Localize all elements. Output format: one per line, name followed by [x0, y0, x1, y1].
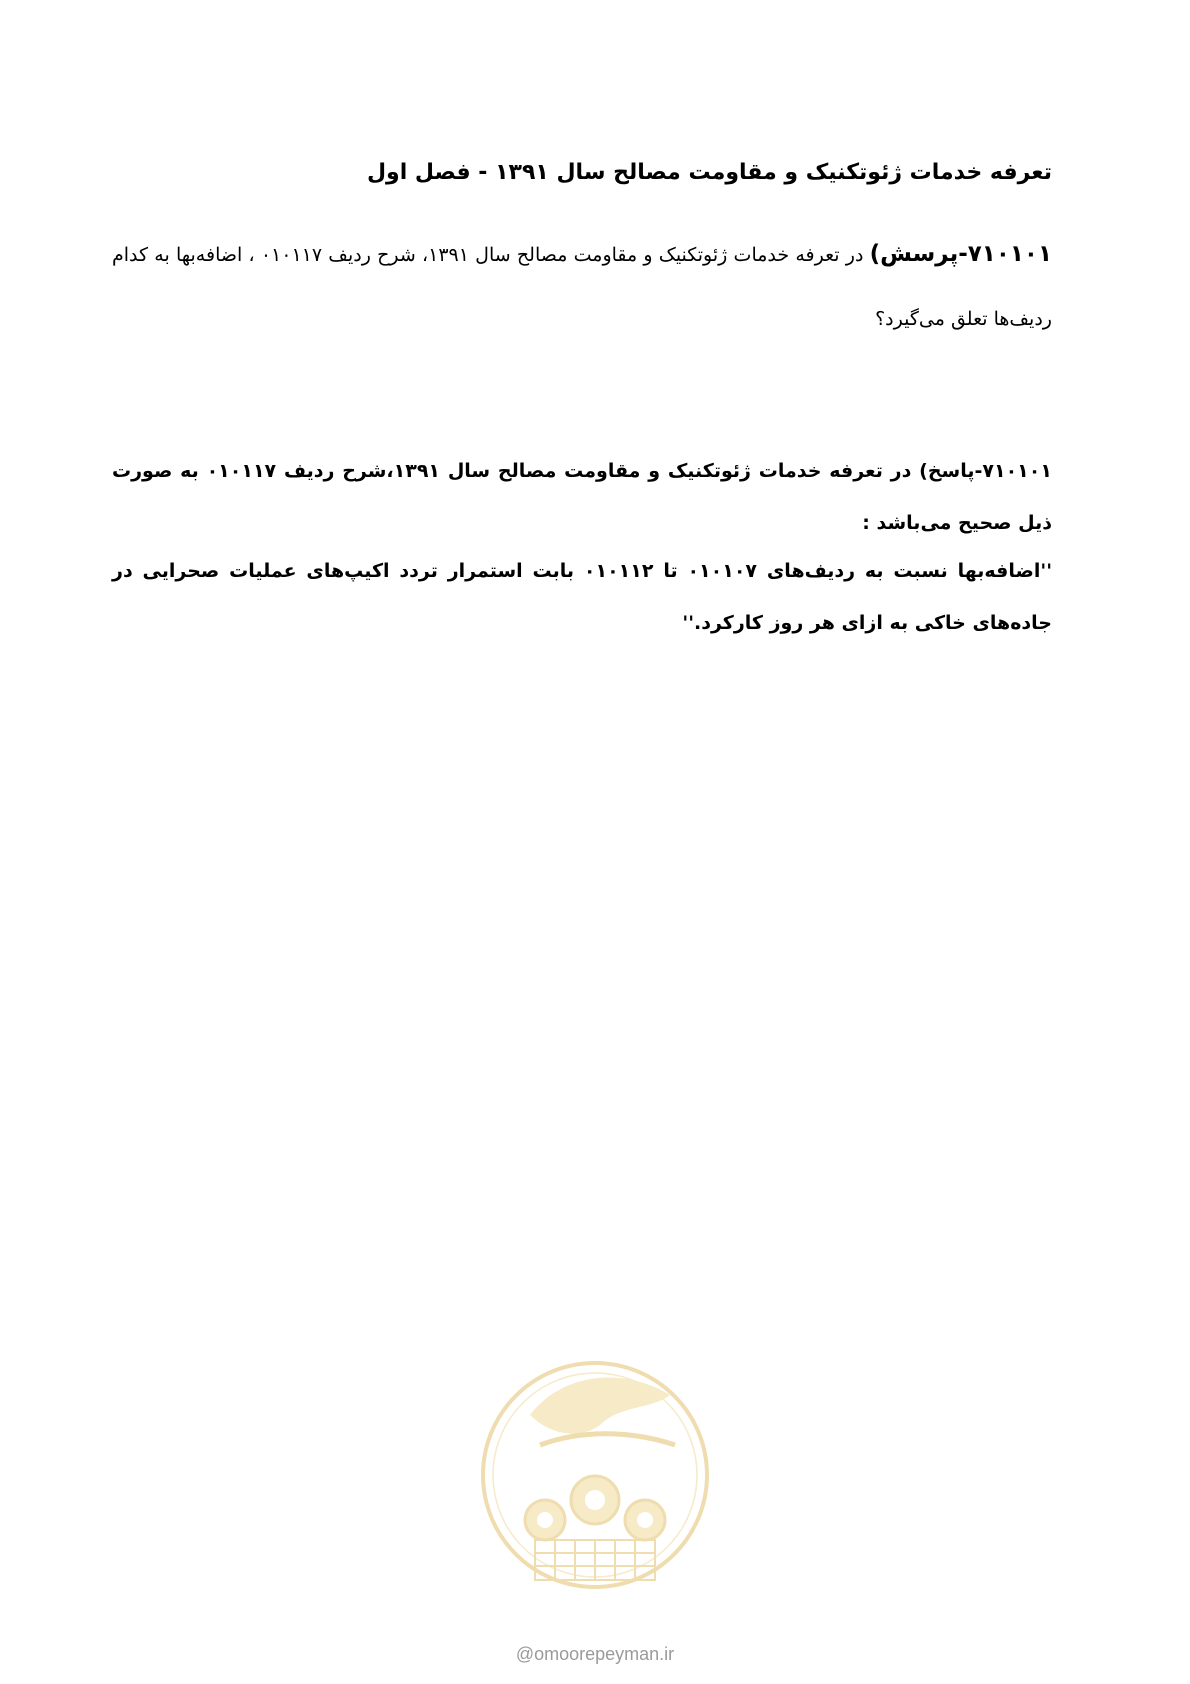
answer-body: ''اضافه‌بها نسبت به ردیف‌های ۰۱۰۱۰۷ تا ۰۱۰۱۱۲ بابت استمرار تردد اکیپ‌های عملیات صحرایی در جاده‌های خاکی به ازای هر روز کارکرد.'' — [112, 560, 1053, 634]
question-text: در تعرفه خدمات ژئوتکنیک و مقاومت مصالح سال ۱۳۹۱، شرح ردیف ۰۱۰۱۱۷ ، اضافه‌بها به کدام ردیف‌ها تعلق می‌گیرد؟ — [112, 244, 1052, 330]
question-number: ۷۱۰۱۰۱-پرسش) — [869, 241, 1052, 267]
site-url: @omoorepeyman.ir — [515, 1644, 675, 1664]
question-paragraph — [112, 222, 1052, 351]
watermark-logo — [470, 1335, 720, 1635]
at-icon: @ — [515, 1644, 535, 1664]
logo-seal-icon — [470, 1335, 720, 1635]
page-title: تعرفه خدمات ژئوتکنیک و مقاومت مصالح سال ۱۳۹۱ - فصل اول — [366, 160, 1052, 185]
answer-intro: ۷۱۰۱۰۱-پاسخ) در تعرفه خدمات ژئوتکنیک و مقاومت مصالح سال ۱۳۹۱،شرح ردیف ۰۱۰۱۱۷ به صورت ذیل صحیح می‌باشد : — [112, 460, 1052, 534]
